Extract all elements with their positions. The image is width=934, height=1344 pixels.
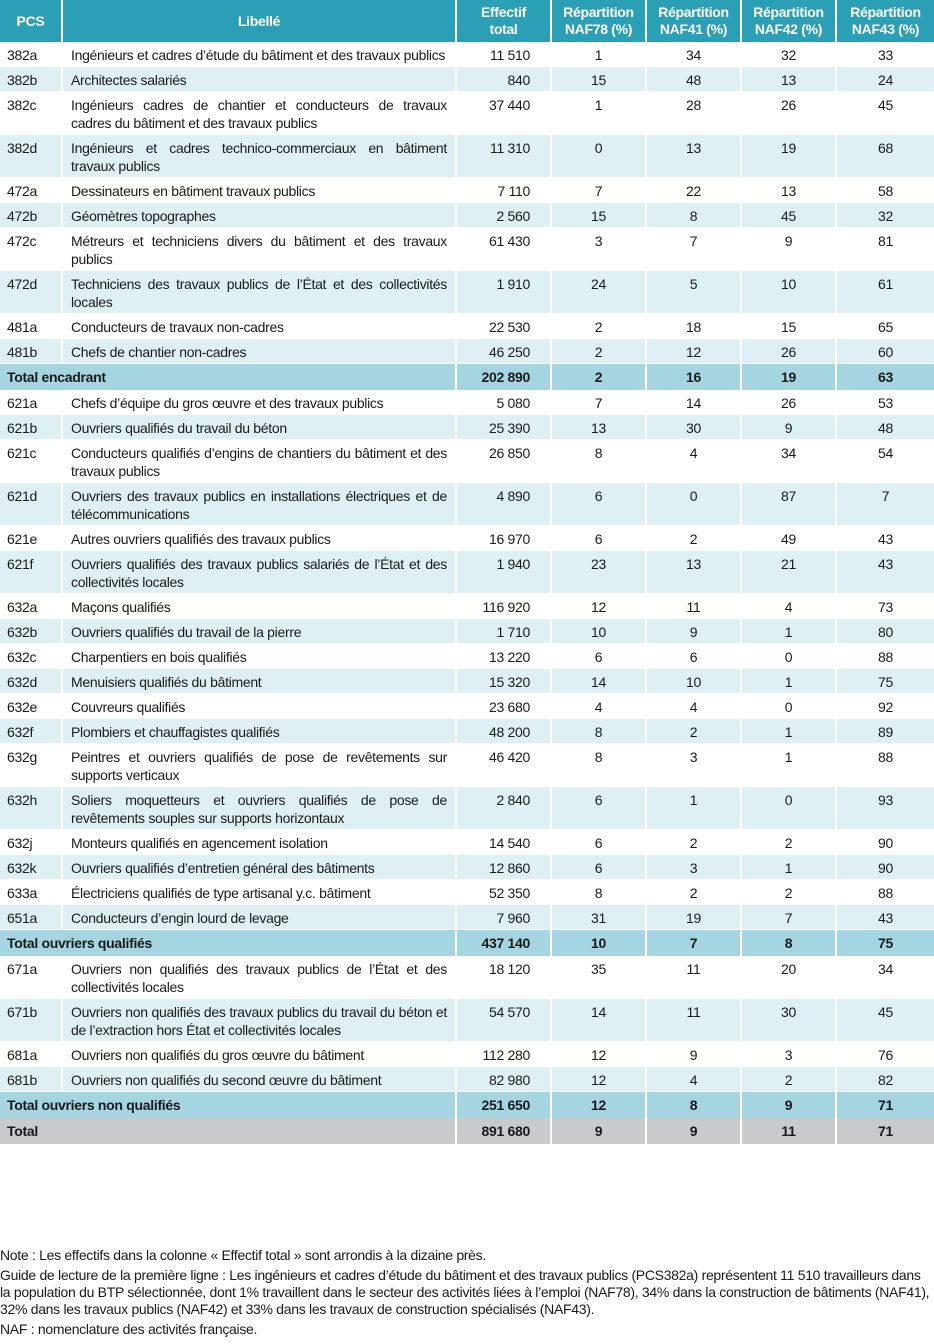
- effectif-cell: 37 440: [456, 92, 551, 135]
- subtotal-naf43: 75: [836, 930, 934, 957]
- libelle-cell: Ouvriers qualifiés du travail de la pierre: [62, 619, 456, 644]
- naf78-cell: 8: [551, 880, 646, 905]
- table-row: [0, 880, 934, 905]
- libelle-cell: Conducteurs qualifiés d’engins de chantiers du bâtiment et des travaux publics: [62, 440, 456, 483]
- naf78-cell: 7: [551, 390, 646, 415]
- libelle-cell: Chefs de chantier non-cadres: [62, 339, 456, 364]
- effectif-cell: 116 920: [456, 594, 551, 619]
- table-row: [0, 390, 934, 415]
- libelle-cell: Plombiers et chauffagistes qualifiés: [62, 719, 456, 744]
- pcs-code: 382d: [0, 135, 62, 178]
- pcs-code: 632k: [0, 855, 62, 880]
- table-row: [0, 956, 934, 999]
- table-row: [0, 135, 934, 178]
- naf42-cell: 4: [741, 594, 836, 619]
- naf43-cell: 33: [836, 42, 934, 67]
- grand-total-effectif: 891 680: [456, 1118, 551, 1144]
- table-row: [0, 1067, 934, 1092]
- note-naf-definition: NAF : nomenclature des activités française.: [0, 1321, 258, 1337]
- effectif-cell: 11 310: [456, 135, 551, 178]
- pcs-code: 632b: [0, 619, 62, 644]
- naf43-cell: 81: [836, 228, 934, 271]
- subtotal-naf43: 63: [836, 364, 934, 391]
- libelle-cell: Ouvriers non qualifiés du gros œuvre du bâtiment: [62, 1042, 456, 1067]
- pcs-code: 481a: [0, 314, 62, 339]
- naf42-cell: 7: [741, 905, 836, 930]
- naf41-cell: 12: [646, 339, 741, 364]
- grand-total-naf42: 11: [741, 1118, 836, 1144]
- naf41-cell: 22: [646, 178, 741, 203]
- table-row: [0, 178, 934, 203]
- naf43-cell: 24: [836, 67, 934, 92]
- naf42-cell: 9: [741, 228, 836, 271]
- grand-total-row: [0, 1118, 934, 1144]
- pcs-code: 681a: [0, 1042, 62, 1067]
- table-row: [0, 526, 934, 551]
- naf43-cell: 88: [836, 644, 934, 669]
- pcs-code: 472a: [0, 178, 62, 203]
- naf43-cell: 68: [836, 135, 934, 178]
- subtotal-naf41: 8: [646, 1092, 741, 1119]
- libelle-cell: Techniciens des travaux publics de l’État et des collectivités locales: [62, 271, 456, 314]
- naf43-cell: 76: [836, 1042, 934, 1067]
- libelle-cell: Ouvriers des travaux publics en installations électriques et de télécommunications: [62, 483, 456, 526]
- naf42-cell: 13: [741, 67, 836, 92]
- table-row: [0, 719, 934, 744]
- naf42-cell: 34: [741, 440, 836, 483]
- table-row: [0, 694, 934, 719]
- naf41-cell: 2: [646, 880, 741, 905]
- naf43-cell: 43: [836, 905, 934, 930]
- table-row: [0, 415, 934, 440]
- header-naf43: Répartition NAF43 (%): [836, 0, 934, 42]
- naf42-cell: 2: [741, 1067, 836, 1092]
- naf78-cell: 10: [551, 619, 646, 644]
- naf43-cell: 48: [836, 415, 934, 440]
- naf42-cell: 26: [741, 92, 836, 135]
- naf42-cell: 1: [741, 669, 836, 694]
- pcs-code: 621e: [0, 526, 62, 551]
- libelle-cell: Ingénieurs cadres de chantier et conducteurs de travaux cadres du bâtiment et des travaux publics: [62, 92, 456, 135]
- pcs-code: 671b: [0, 999, 62, 1042]
- grand-total-naf78: 9: [551, 1118, 646, 1144]
- naf43-cell: 53: [836, 390, 934, 415]
- naf78-cell: 12: [551, 594, 646, 619]
- header-libelle: Libellé: [62, 0, 456, 42]
- table-row: [0, 1042, 934, 1067]
- table-row: [0, 551, 934, 594]
- pcs-code: 382a: [0, 42, 62, 67]
- table-row: [0, 314, 934, 339]
- effectif-cell: 18 120: [456, 956, 551, 999]
- naf41-cell: 11: [646, 999, 741, 1042]
- naf78-cell: 2: [551, 339, 646, 364]
- naf41-cell: 3: [646, 744, 741, 787]
- naf78-cell: 0: [551, 135, 646, 178]
- naf78-cell: 8: [551, 719, 646, 744]
- header-naf42: Répartition NAF42 (%): [741, 0, 836, 42]
- naf43-cell: 88: [836, 744, 934, 787]
- naf41-cell: 10: [646, 669, 741, 694]
- naf41-cell: 14: [646, 390, 741, 415]
- naf43-cell: 32: [836, 203, 934, 228]
- libelle-cell: Chefs d’équipe du gros œuvre et des travaux publics: [62, 390, 456, 415]
- naf41-cell: 4: [646, 1067, 741, 1092]
- naf43-cell: 93: [836, 787, 934, 830]
- naf78-cell: 31: [551, 905, 646, 930]
- table-row: [0, 787, 934, 830]
- naf42-cell: 26: [741, 339, 836, 364]
- libelle-cell: Ouvriers non qualifiés des travaux publics du travail du béton et de l’extraction hors État et collectivités locales: [62, 999, 456, 1042]
- table-row: [0, 830, 934, 855]
- naf42-cell: 0: [741, 644, 836, 669]
- grand-total-naf41: 9: [646, 1118, 741, 1144]
- effectif-cell: 7 110: [456, 178, 551, 203]
- naf42-cell: 49: [741, 526, 836, 551]
- libelle-cell: Métreurs et techniciens divers du bâtiment et des travaux publics: [62, 228, 456, 271]
- naf43-cell: 7: [836, 483, 934, 526]
- libelle-cell: Ouvriers qualifiés du travail du béton: [62, 415, 456, 440]
- naf41-cell: 9: [646, 1042, 741, 1067]
- naf41-cell: 2: [646, 830, 741, 855]
- subtotal-naf42: 9: [741, 1092, 836, 1119]
- libelle-cell: Ouvriers non qualifiés des travaux publics de l’État et des collectivités locales: [62, 956, 456, 999]
- libelle-cell: Ingénieurs et cadres d’étude du bâtiment et des travaux publics: [62, 42, 456, 67]
- table-row: [0, 67, 934, 92]
- naf42-cell: 87: [741, 483, 836, 526]
- pcs-code: 472b: [0, 203, 62, 228]
- effectif-cell: 13 220: [456, 644, 551, 669]
- naf78-cell: 4: [551, 694, 646, 719]
- naf43-cell: 90: [836, 855, 934, 880]
- effectif-cell: 112 280: [456, 1042, 551, 1067]
- naf43-cell: 43: [836, 551, 934, 594]
- naf41-cell: 18: [646, 314, 741, 339]
- naf42-cell: 10: [741, 271, 836, 314]
- naf42-cell: 30: [741, 999, 836, 1042]
- naf41-cell: 4: [646, 694, 741, 719]
- header-pcs: PCS: [0, 0, 62, 42]
- naf42-cell: 9: [741, 415, 836, 440]
- pcs-code: 632g: [0, 744, 62, 787]
- naf41-cell: 19: [646, 905, 741, 930]
- libelle-cell: Conducteurs de travaux non-cadres: [62, 314, 456, 339]
- naf41-cell: 0: [646, 483, 741, 526]
- table-row: [0, 440, 934, 483]
- naf43-cell: 92: [836, 694, 934, 719]
- naf78-cell: 14: [551, 999, 646, 1042]
- effectif-cell: 25 390: [456, 415, 551, 440]
- naf78-cell: 12: [551, 1042, 646, 1067]
- naf41-cell: 11: [646, 594, 741, 619]
- naf42-cell: 20: [741, 956, 836, 999]
- table-row: [0, 92, 934, 135]
- effectif-cell: 1 710: [456, 619, 551, 644]
- libelle-cell: Ouvriers qualifiés d’entretien général des bâtiments: [62, 855, 456, 880]
- libelle-cell: Ouvriers qualifiés des travaux publics salariés de l’État et des collectivités locales: [62, 551, 456, 594]
- naf41-cell: 13: [646, 551, 741, 594]
- naf41-cell: 8: [646, 203, 741, 228]
- libelle-cell: Architectes salariés: [62, 67, 456, 92]
- subtotal-row: [0, 930, 934, 957]
- naf43-cell: 75: [836, 669, 934, 694]
- naf78-cell: 2: [551, 314, 646, 339]
- pcs-code: 621c: [0, 440, 62, 483]
- naf41-cell: 2: [646, 719, 741, 744]
- naf78-cell: 13: [551, 415, 646, 440]
- libelle-cell: Peintres et ouvriers qualifiés de pose de revêtements sur supports verticaux: [62, 744, 456, 787]
- pcs-code: 632h: [0, 787, 62, 830]
- note-reading-guide: Guide de lecture de la première ligne : Les ingénieurs et cadres d’étude du bâtiment et des travaux publics (PCS382a) représentent 11 510 travailleurs dans la population du BTP sélectionnée, dont 1% travaillent dans le secteur des activités liées à l’emploi (NAF78), 34% dans la construction de bâtiments (NAF41), 32% dans les travaux publics (NAF42) et 33% dans les travaux de construction spécialisés (NAF43).: [0, 1267, 930, 1317]
- naf43-cell: 54: [836, 440, 934, 483]
- subtotal-naf42: 19: [741, 364, 836, 391]
- naf43-cell: 73: [836, 594, 934, 619]
- effectif-cell: 11 510: [456, 42, 551, 67]
- effectif-cell: 12 860: [456, 855, 551, 880]
- pcs-code: 621f: [0, 551, 62, 594]
- naf78-cell: 24: [551, 271, 646, 314]
- header-effectif: Effectif total: [456, 0, 551, 42]
- libelle-cell: Ingénieurs et cadres technico-commerciaux en bâtiment travaux publics: [62, 135, 456, 178]
- table-row: [0, 271, 934, 314]
- pcs-code: 671a: [0, 956, 62, 999]
- naf78-cell: 1: [551, 92, 646, 135]
- naf78-cell: 15: [551, 203, 646, 228]
- table-row: [0, 644, 934, 669]
- pcs-code: 681b: [0, 1067, 62, 1092]
- effectif-cell: 82 980: [456, 1067, 551, 1092]
- naf42-cell: 13: [741, 178, 836, 203]
- effectif-cell: 23 680: [456, 694, 551, 719]
- naf42-cell: 45: [741, 203, 836, 228]
- naf78-cell: 23: [551, 551, 646, 594]
- subtotal-label: Total encadrant: [0, 364, 456, 391]
- naf43-cell: 65: [836, 314, 934, 339]
- naf41-cell: 34: [646, 42, 741, 67]
- header-naf41: Répartition NAF41 (%): [646, 0, 741, 42]
- subtotal-row: [0, 1092, 934, 1119]
- subtotal-naf42: 8: [741, 930, 836, 957]
- subtotal-naf78: 12: [551, 1092, 646, 1119]
- libelle-cell: Soliers moquetteurs et ouvriers qualifiés de pose de revêtements souples sur supports horizontaux: [62, 787, 456, 830]
- table-row: [0, 339, 934, 364]
- libelle-cell: Menuisiers qualifiés du bâtiment: [62, 669, 456, 694]
- pcs-code: 632j: [0, 830, 62, 855]
- pcs-code: 621d: [0, 483, 62, 526]
- pcs-code: 632c: [0, 644, 62, 669]
- naf78-cell: 12: [551, 1067, 646, 1092]
- naf42-cell: 2: [741, 880, 836, 905]
- table-row: [0, 744, 934, 787]
- effectif-cell: 61 430: [456, 228, 551, 271]
- table-row: [0, 203, 934, 228]
- naf41-cell: 30: [646, 415, 741, 440]
- pcs-code: 481b: [0, 339, 62, 364]
- naf78-cell: 6: [551, 787, 646, 830]
- table-row: [0, 594, 934, 619]
- libelle-cell: Dessinateurs en bâtiment travaux publics: [62, 178, 456, 203]
- subtotal-naf78: 10: [551, 930, 646, 957]
- pcs-code: 632a: [0, 594, 62, 619]
- table-row: [0, 855, 934, 880]
- grand-total-label: Total: [0, 1118, 456, 1144]
- naf43-cell: 43: [836, 526, 934, 551]
- naf78-cell: 8: [551, 440, 646, 483]
- table-row: [0, 999, 934, 1042]
- naf78-cell: 8: [551, 744, 646, 787]
- subtotal-effectif: 437 140: [456, 930, 551, 957]
- subtotal-naf78: 2: [551, 364, 646, 391]
- header-naf78: Répartition NAF78 (%): [551, 0, 646, 42]
- subtotal-naf41: 16: [646, 364, 741, 391]
- effectif-cell: 22 530: [456, 314, 551, 339]
- effectif-cell: 1 940: [456, 551, 551, 594]
- effectif-cell: 7 960: [456, 905, 551, 930]
- pcs-code: 633a: [0, 880, 62, 905]
- pcs-code: 632d: [0, 669, 62, 694]
- naf78-cell: 1: [551, 42, 646, 67]
- naf41-cell: 3: [646, 855, 741, 880]
- naf41-cell: 9: [646, 619, 741, 644]
- pcs-code: 651a: [0, 905, 62, 930]
- naf78-cell: 7: [551, 178, 646, 203]
- table-notes: [0, 1247, 930, 1341]
- naf41-cell: 4: [646, 440, 741, 483]
- table-header-row: [0, 0, 934, 42]
- libelle-cell: Autres ouvriers qualifiés des travaux publics: [62, 526, 456, 551]
- table-row: [0, 905, 934, 930]
- table-row: [0, 669, 934, 694]
- table-row: [0, 619, 934, 644]
- naf42-cell: 19: [741, 135, 836, 178]
- naf78-cell: 6: [551, 855, 646, 880]
- naf78-cell: 6: [551, 483, 646, 526]
- naf42-cell: 3: [741, 1042, 836, 1067]
- naf42-cell: 1: [741, 619, 836, 644]
- pcs-code: 621b: [0, 415, 62, 440]
- libelle-cell: Couvreurs qualifiés: [62, 694, 456, 719]
- effectif-cell: 14 540: [456, 830, 551, 855]
- effectif-cell: 2 560: [456, 203, 551, 228]
- libelle-cell: Géomètres topographes: [62, 203, 456, 228]
- naf78-cell: 6: [551, 830, 646, 855]
- naf41-cell: 11: [646, 956, 741, 999]
- subtotal-naf41: 7: [646, 930, 741, 957]
- effectif-cell: 46 420: [456, 744, 551, 787]
- effectif-cell: 5 080: [456, 390, 551, 415]
- pcs-code: 382c: [0, 92, 62, 135]
- grand-total-naf43: 71: [836, 1118, 934, 1144]
- naf43-cell: 90: [836, 830, 934, 855]
- effectif-cell: 2 840: [456, 787, 551, 830]
- naf78-cell: 14: [551, 669, 646, 694]
- subtotal-label: Total ouvriers non qualifiés: [0, 1092, 456, 1119]
- naf41-cell: 13: [646, 135, 741, 178]
- naf41-cell: 2: [646, 526, 741, 551]
- naf42-cell: 1: [741, 719, 836, 744]
- naf42-cell: 0: [741, 694, 836, 719]
- effectif-cell: 26 850: [456, 440, 551, 483]
- naf43-cell: 61: [836, 271, 934, 314]
- effectif-cell: 15 320: [456, 669, 551, 694]
- naf43-cell: 80: [836, 619, 934, 644]
- effectif-cell: 52 350: [456, 880, 551, 905]
- naf78-cell: 6: [551, 644, 646, 669]
- pcs-code: 382b: [0, 67, 62, 92]
- pcs-code: 472c: [0, 228, 62, 271]
- naf41-cell: 7: [646, 228, 741, 271]
- naf41-cell: 48: [646, 67, 741, 92]
- libelle-cell: Monteurs qualifiés en agencement isolation: [62, 830, 456, 855]
- naf43-cell: 89: [836, 719, 934, 744]
- table-row: [0, 228, 934, 271]
- libelle-cell: Conducteurs d’engin lourd de levage: [62, 905, 456, 930]
- effectif-cell: 840: [456, 67, 551, 92]
- naf78-cell: 6: [551, 526, 646, 551]
- subtotal-effectif: 251 650: [456, 1092, 551, 1119]
- naf41-cell: 1: [646, 787, 741, 830]
- libelle-cell: Maçons qualifiés: [62, 594, 456, 619]
- naf42-cell: 2: [741, 830, 836, 855]
- effectif-cell: 46 250: [456, 339, 551, 364]
- naf41-cell: 28: [646, 92, 741, 135]
- naf78-cell: 35: [551, 956, 646, 999]
- naf41-cell: 6: [646, 644, 741, 669]
- naf43-cell: 34: [836, 956, 934, 999]
- effectif-cell: 4 890: [456, 483, 551, 526]
- effectif-cell: 48 200: [456, 719, 551, 744]
- table-row: [0, 42, 934, 67]
- naf42-cell: 32: [741, 42, 836, 67]
- libelle-cell: Charpentiers en bois qualifiés: [62, 644, 456, 669]
- naf78-cell: 3: [551, 228, 646, 271]
- naf43-cell: 88: [836, 880, 934, 905]
- table-body: [0, 42, 934, 1144]
- naf42-cell: 26: [741, 390, 836, 415]
- naf78-cell: 15: [551, 67, 646, 92]
- naf43-cell: 45: [836, 999, 934, 1042]
- note-rounding: Note : Les effectifs dans la colonne « Effectif total » sont arrondis à la dizaine près.: [0, 1247, 486, 1263]
- subtotal-naf43: 71: [836, 1092, 934, 1119]
- effectif-cell: 1 910: [456, 271, 551, 314]
- libelle-cell: Ouvriers non qualifiés du second œuvre du bâtiment: [62, 1067, 456, 1092]
- naf42-cell: 0: [741, 787, 836, 830]
- pcs-code: 621a: [0, 390, 62, 415]
- effectif-cell: 16 970: [456, 526, 551, 551]
- effectif-cell: 54 570: [456, 999, 551, 1042]
- naf43-cell: 82: [836, 1067, 934, 1092]
- naf42-cell: 1: [741, 744, 836, 787]
- libelle-cell: Électriciens qualifiés de type artisanal y.c. bâtiment: [62, 880, 456, 905]
- subtotal-label: Total ouvriers qualifiés: [0, 930, 456, 957]
- subtotal-row: [0, 364, 934, 391]
- naf43-cell: 58: [836, 178, 934, 203]
- pcs-code: 632e: [0, 694, 62, 719]
- naf42-cell: 21: [741, 551, 836, 594]
- pcs-code: 472d: [0, 271, 62, 314]
- naf43-cell: 60: [836, 339, 934, 364]
- naf42-cell: 15: [741, 314, 836, 339]
- naf42-cell: 1: [741, 855, 836, 880]
- subtotal-effectif: 202 890: [456, 364, 551, 391]
- pcs-code: 632f: [0, 719, 62, 744]
- naf41-cell: 5: [646, 271, 741, 314]
- naf43-cell: 45: [836, 92, 934, 135]
- table-row: [0, 483, 934, 526]
